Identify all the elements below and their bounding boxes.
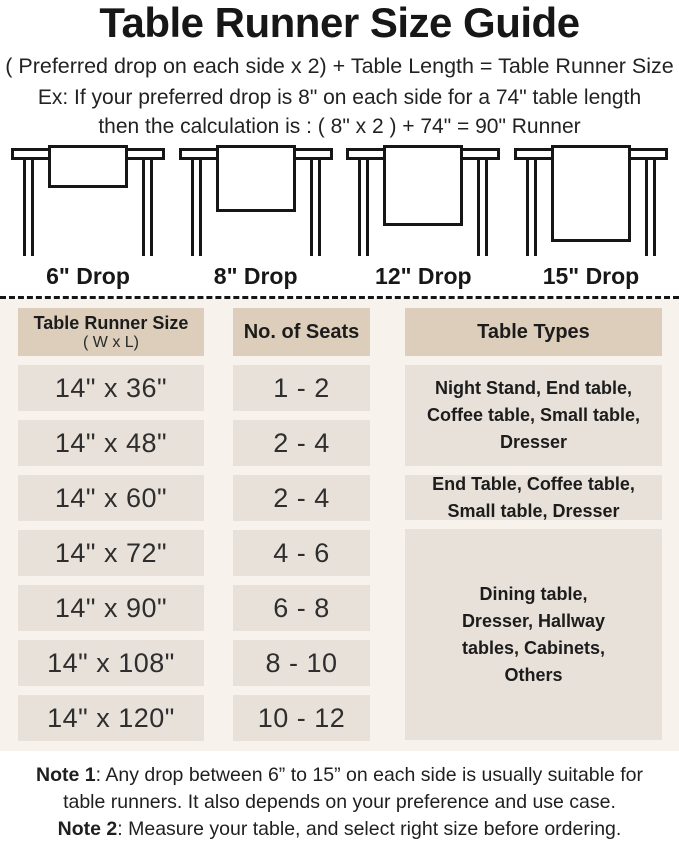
note-1-text: : Any drop between 6” to 15” on each side is usually suitable for table runners. It also depends on your preference and use case. xyxy=(63,764,644,813)
drop-diagram-8in xyxy=(176,145,336,290)
seats-cell: 8 - 10 xyxy=(233,640,370,686)
drop-label-6in: 6" Drop xyxy=(46,263,130,290)
header-runner-size-subtitle: ( W x L) xyxy=(83,333,139,351)
seats-cell: 2 - 4 xyxy=(233,475,370,521)
drop-diagram-6in xyxy=(8,145,168,290)
drop-diagram-12in xyxy=(343,145,503,290)
column-table-types xyxy=(405,308,662,751)
header-seats-title: No. of Seats xyxy=(243,320,360,343)
seats-cell: 2 - 4 xyxy=(233,420,370,466)
size-cell: 14" x 72" xyxy=(18,530,204,576)
page-title: Table Runner Size Guide xyxy=(99,0,580,46)
note-1-label: Note 1 xyxy=(35,764,96,787)
size-cell: 14" x 108" xyxy=(18,640,204,686)
column-runner-size xyxy=(18,308,204,751)
size-guide-table xyxy=(0,299,679,751)
seats-cell: 6 - 8 xyxy=(233,585,370,631)
drop-label-8in: 8" Drop xyxy=(213,263,298,290)
note-2-text: : Measure your table, and select right size before ordering. xyxy=(117,817,622,840)
header-table-types xyxy=(405,308,662,356)
table-types-cell-small: Night Stand, End table, Coffee table, Small table, Dresser xyxy=(405,365,662,466)
header-table-types-title: Table Types xyxy=(477,320,590,343)
size-cell: 14" x 60" xyxy=(18,475,204,521)
table-runner-illustration-12in xyxy=(344,145,502,258)
example-line-1: Ex: If your preferred drop is 8" on each side for a 74" table length xyxy=(37,86,642,110)
drop-label-12in: 12" Drop xyxy=(375,263,472,290)
header-seats xyxy=(233,308,370,356)
table-types-cell-medium: End Table, Coffee table, Small table, Dresser xyxy=(405,475,662,520)
note-2-label: Note 2 xyxy=(57,817,118,840)
size-cell: 14" x 36" xyxy=(18,365,204,411)
seats-cell: 10 - 12 xyxy=(233,695,370,741)
example-line-2: then the calculation is : ( 8" x 2 ) + 74" = 90" Runner xyxy=(98,115,581,139)
drop-diagrams-row xyxy=(0,140,679,290)
column-seats xyxy=(233,308,370,751)
hero-section xyxy=(0,0,679,139)
note-1 xyxy=(14,762,666,816)
size-cell: 14" x 90" xyxy=(18,585,204,631)
table-types-cell-large: Dining table, Dresser, Hallway tables, Cabinets, Others xyxy=(405,529,662,740)
note-2 xyxy=(0,816,679,843)
notes-section xyxy=(0,751,679,843)
size-cell: 14" x 120" xyxy=(18,695,204,741)
table-runner-illustration-15in xyxy=(512,145,670,258)
drop-diagram-15in xyxy=(511,145,671,290)
seats-cell: 4 - 6 xyxy=(233,530,370,576)
seats-cell: 1 - 2 xyxy=(233,365,370,411)
table-runner-illustration-6in xyxy=(9,145,167,258)
table-runner-illustration-8in xyxy=(177,145,335,258)
header-runner-size xyxy=(18,308,204,356)
header-runner-size-title: Table Runner Size xyxy=(33,312,189,333)
drop-label-15in: 15" Drop xyxy=(542,263,640,290)
size-cell: 14" x 48" xyxy=(18,420,204,466)
formula-text: ( Preferred drop on each side x 2) + Table Length = Table Runner Size xyxy=(5,54,674,79)
